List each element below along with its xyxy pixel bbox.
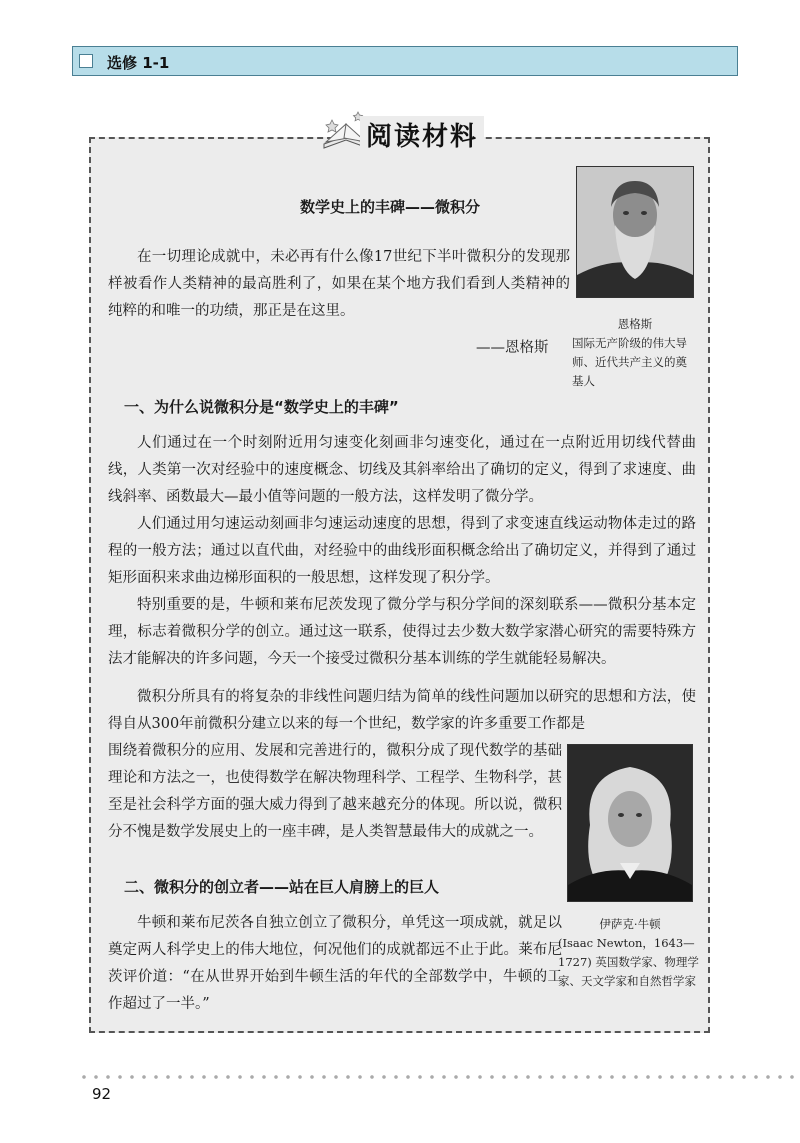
quote-text: 在一切理论成就中，未必再有什么像17世纪下半叶微积分的发现那样被看作人类精神的最高胜利了，如果在某个地方我们看到人类精神的纯粹的和唯一的功绩，那正是在这里。 [108,249,570,319]
engels-caption [572,315,698,391]
header-label: 选修 1-1 [107,54,170,72]
section-1-paragraph-2: 人们通过用匀速运动刻画非匀速运动速度的思想，得到了求变速直线运动物体走过的路程的一般方法；通过以直代曲，对经验中的曲线形面积概念给出了确切定义，并得到了通过矩形面积来求曲边梯形面积的一般思想，这样发现了积分学。 [108,516,696,586]
section-1-paragraph-1: 人们通过在一个时刻附近用匀速变化刻画非匀速变化，通过在一点附近用切线代替曲线，人类第一次对经验中的速度概念、切线及其斜率给出了确切的定义，得到了求速度、曲线斜率、函数最大—最小值等问题的一般方法，这样发明了微分学。 [108,435,696,505]
article-title: 数学史上的丰碑——微积分 [300,198,481,216]
section-2-paragraphs [108,910,562,1018]
engels-desc: 国际无产阶级的伟大导师、近代共产主义的奠基人 [572,336,687,388]
section-1-paragraph-4a: 微积分所具有的将复杂的非线性问题归结为简单的线性问题加以研究的思想和方法，使得自从300年前微积分建立以来的每一个世纪，数学家的许多重要工作都是 [108,689,696,732]
engels-portrait [576,166,694,298]
header-bar [72,46,738,76]
engels-quote [108,244,570,325]
footer-dotted-divider [78,1074,798,1080]
section-1-paragraph-4b: 围绕着微积分的应用、发展和完善进行的，微积分成了现代数学的基础理论和方法之一，也使得数学在解决物理科学、工程学、生物科学，甚至是社会科学方面的强大威力得到了越来越充分的体现。所以说，微积分不愧是数学发展史上的一座丰碑，是人类智慧最伟大的成就之一。 [108,743,562,840]
section-2-heading: 二、微积分的创立者——站在巨人肩膀上的巨人 [124,878,440,896]
section-1-paragraph-3: 特别重要的是，牛顿和莱布尼茨发现了微分学与积分学间的深刻联系——微积分基本定理，标志着微积分学的创立。通过这一联系，使得过去少数大数学家潜心研究的需要特殊方法才能解决的许多问题，今天一个接受过微积分基本训练的学生就能轻易解决。 [108,597,696,667]
newton-caption [558,915,702,991]
newton-desc: (Isaac Newton，1643—1727) 英国数学家、物理学家、天文学家和自然哲学家 [558,936,699,988]
page-number: 92 [92,1085,112,1103]
newton-name: 伊萨克·牛顿 [599,917,661,931]
title-banner [318,110,496,154]
banner-title: 阅读材料 [360,116,484,153]
section-1-paragraphs [108,430,696,673]
quote-author: ——恩格斯 [476,340,549,356]
header-square-icon [79,54,93,68]
engels-name: 恩格斯 [617,317,653,331]
newton-portrait [567,744,693,902]
section-1-heading: 一、为什么说微积分是“数学史上的丰碑” [124,398,399,416]
section-2-paragraph-1: 牛顿和莱布尼茨各自独立创立了微积分，单凭这一项成就，就足以奠定两人科学史上的伟大地位，何况他们的成就都远不止于此。莱布尼茨评价道：“在从世界开始到牛顿生活的年代的全部数学中，牛顿的工作超过了一半。” [108,915,562,1012]
